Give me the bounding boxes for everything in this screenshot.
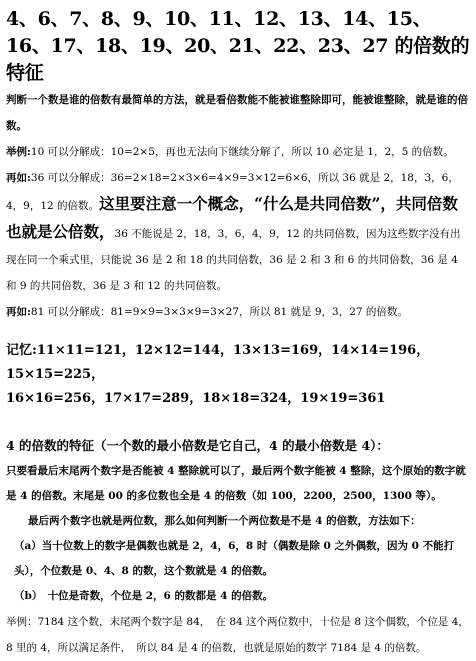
example-2-label: 再如: — [6, 172, 31, 184]
example-2 — [6, 165, 470, 299]
spacer — [6, 411, 470, 433]
section-4-item-b: （b） 十位是奇数，个位是 2，6 的数都是 4 的倍数。 — [14, 590, 274, 602]
section-4-rule: 只要看最后末尾两个数字是否能被 4 整除就可以了，最后两个数字能被 4 整除，这个原始的数字就是 4 的倍数。末尾是 00 的多位数也全是 4 的倍数（如 100，2200，2500，1300 等）。 — [6, 465, 466, 502]
example-1-text: 10 可以分解成：10=2×5，再也无法向下继续分解了，所以 10 必定是 1，2，5 的倍数。 — [30, 146, 454, 158]
example-2-text-b: 36 不能说是 2，18，3，6，4，9，12 的共同倍数，因为这些数字没有出现在同一个乘式里，只能说 36 是 2 和 18 的共同倍数，36 是 2 和 3 和 6 的共同倍数，36 是 4 和 9 的共同倍数，36 是 3 和 12 的共同倍数。 — [6, 228, 461, 292]
example-3-text: 81 可以分解成：81=9×9=3×3×9=3×27，所以 81 就是 9，3，27 的倍数。 — [30, 306, 408, 318]
memo-label: 记忆: — [6, 343, 37, 358]
example-2-text-a: 36 可以分解成：36=2×18=2×3×6=4×9=3×12=6×6，所以 36 就是 2，18，3，6，4，9，12 的倍数。 — [6, 172, 459, 212]
document-title: 4、6、7、8、9、10、11、12、13、14、15、16、17、18、19、20、21、22、23、27 的倍数的特征 — [6, 8, 470, 84]
memo-line-1 — [6, 339, 470, 387]
example-3 — [6, 299, 470, 325]
section-4-method: 最后两个数字也就是两位数，那么如何判断一个两位数是不是 4 的倍数，方法如下： — [28, 515, 421, 527]
example-1 — [6, 139, 470, 165]
memo-squares-1: 11×11=121，12×12=144，13×13=169，14×14=196，15×15=225， — [6, 343, 430, 382]
spacer — [6, 325, 470, 339]
section-4-example: 举例：7184 这个数，末尾两个数字是 84， 在 84 这个两位数中，十位是 8 这个偶数，个位是 4，8 里的 4，所以满足条件， 所以 84 是 4 的倍数，也就是原始的数字 7184 是 4 的倍数。 — [6, 616, 469, 654]
memo-line-2: 16×16=256，17×17=289，18×18=324，19×19=361 — [6, 391, 386, 406]
common-multiple-note: 这里要注意一个概念，“什么是共同倍数”，共同倍数也就是公倍数， — [6, 194, 458, 241]
intro-paragraph: 判断一个数是谁的倍数有最简单的方法，就是看倍数能不能被谁整除即可，能被谁整除，就是谁的倍数。 — [6, 94, 468, 132]
example-1-label: 举例: — [6, 146, 31, 158]
example-3-label: 再如: — [6, 306, 31, 318]
section-4-item-a: （a）当十位数上的数字是偶数也就是 2，4，6，8 时（偶数是除 0 之外偶数，因为 0 不能打头），个位数是 0、4、8 的数，这个数就是 4 的倍数。 — [14, 540, 455, 577]
section-4-heading: 4 的倍数的特征（一个数的最小倍数是它自己，4 的最小倍数是 4）： — [6, 438, 389, 453]
